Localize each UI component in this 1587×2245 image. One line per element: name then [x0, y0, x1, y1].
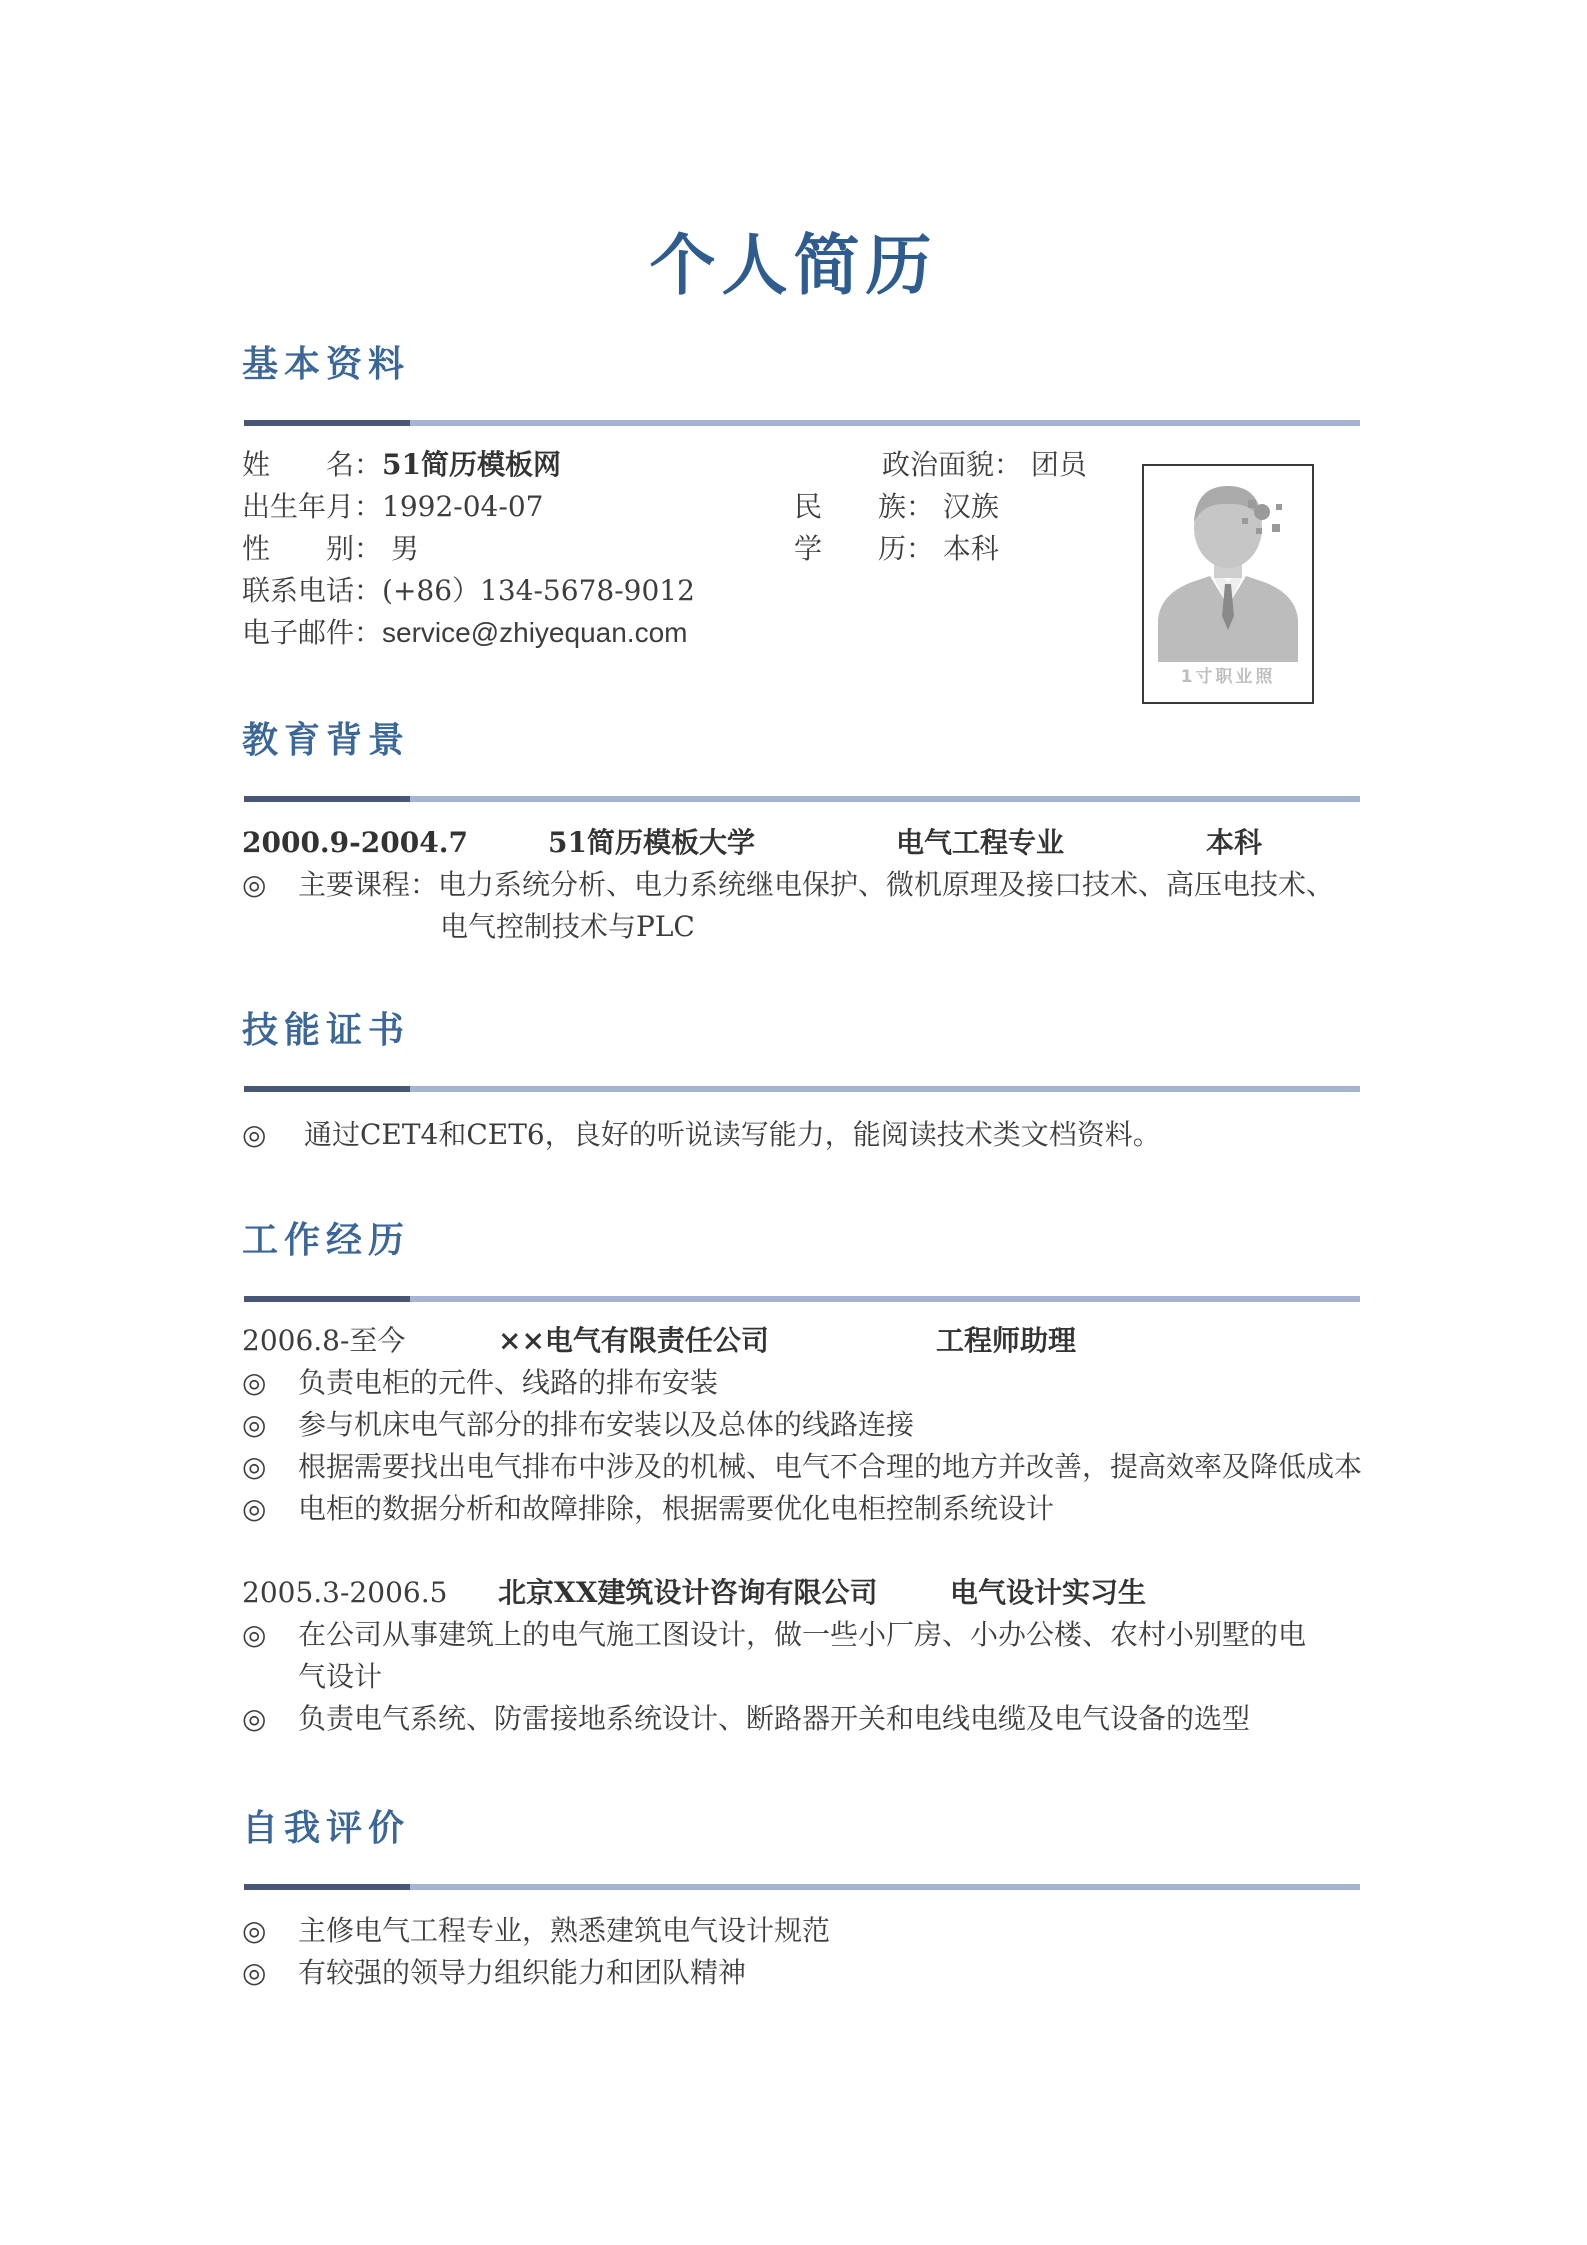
profile-photo: [1142, 464, 1314, 704]
phone-value: (+86）134-5678-9012: [382, 574, 695, 607]
job-2-period: 2005.3-2006.5: [242, 1576, 448, 1609]
gender-row: [242, 528, 419, 570]
phone-row: [242, 570, 695, 612]
education-degree: 本科: [1206, 826, 1263, 859]
list-item: [242, 1446, 1362, 1488]
degree-row: [794, 528, 999, 570]
name-value: 51简历模板网: [382, 448, 561, 481]
list-item: [242, 1488, 1054, 1530]
degree-value: 本科: [942, 532, 999, 565]
politics-row: [882, 444, 1087, 486]
ethnic-row: [794, 486, 999, 528]
section-divider: [244, 420, 1360, 426]
ethnic-label: 民 族：: [794, 490, 935, 523]
bullet-icon: ◎: [242, 1956, 267, 1989]
job-1-item-2: 参与机床电气部分的排布安装以及总体的线路连接: [298, 1408, 915, 1441]
job-1-item-1: 负责电柜的元件、线路的排布安装: [298, 1366, 719, 1399]
bullet-icon: ◎: [242, 1914, 267, 1947]
bullet-icon: ◎: [242, 868, 267, 901]
section-divider: [244, 1086, 1360, 1092]
email-value: service@zhiyequan.com: [382, 617, 688, 648]
birth-value: 1992-04-07: [382, 490, 544, 523]
section-divider: [244, 796, 1360, 802]
bullet-icon: ◎: [242, 1408, 267, 1441]
bullet-icon: ◎: [242, 1618, 267, 1651]
section-divider: [244, 1296, 1360, 1302]
email-row: [242, 612, 687, 654]
page-title: 个人简历: [649, 226, 938, 304]
birth-row: [242, 486, 543, 528]
courses-label: 主要课程：: [298, 868, 439, 901]
section-title-education: 教育背景: [242, 719, 411, 761]
politics-value: 团员: [1030, 448, 1087, 481]
job-2-item-2: 负责电气系统、防雷接地系统设计、断路器开关和电线电缆及电气设备的选型: [298, 1702, 1251, 1735]
degree-label: 学 历：: [794, 532, 935, 565]
list-item: [242, 1404, 914, 1446]
name-row: [242, 444, 561, 486]
job-2-item-1-cont: 气设计: [298, 1660, 383, 1693]
politics-label: 政治面貌：: [882, 448, 1023, 481]
section-title-self: 自我评价: [242, 1807, 411, 1849]
list-item: [242, 1698, 1250, 1740]
list-item: [242, 1952, 746, 1994]
job-2-company: 北京XX建筑设计咨询有限公司: [498, 1576, 878, 1609]
section-divider: [244, 1884, 1360, 1890]
bullet-icon: ◎: [242, 1492, 267, 1525]
list-item: [242, 1910, 830, 1952]
name-label: 姓 名：: [242, 448, 383, 481]
job-1-company: ××电气有限责任公司: [498, 1324, 769, 1357]
list-item: [242, 1614, 1306, 1656]
job-1-item-4: 电柜的数据分析和故障排除，根据需要优化电柜控制系统设计: [298, 1492, 1055, 1525]
skills-text: 通过CET4和CET6，良好的听说读写能力，能阅读技术类文档资料。: [304, 1118, 1161, 1151]
bullet-icon: ◎: [242, 1450, 267, 1483]
bullet-icon: ◎: [242, 1118, 267, 1151]
birth-label: 出生年月：: [242, 490, 383, 523]
education-school: 51简历模板大学: [548, 826, 755, 859]
job-1-period: 2006.8-至今: [242, 1324, 406, 1357]
ethnic-value: 汉族: [942, 490, 999, 523]
job-1-position: 工程师助理: [936, 1324, 1077, 1357]
bullet-icon: ◎: [242, 1702, 267, 1735]
section-title-basic: 基本资料: [242, 343, 411, 385]
skills-item: [242, 1114, 1161, 1156]
job-2-position: 电气设计实习生: [950, 1576, 1147, 1609]
gender-label: 性 别：: [242, 532, 383, 565]
gender-value: 男: [390, 532, 419, 565]
photo-caption: 1寸职业照: [1180, 667, 1276, 687]
education-major: 电气工程专业: [896, 826, 1065, 859]
education-courses: [242, 864, 1334, 906]
courses-line-2: 电气控制技术与PLC: [440, 910, 695, 943]
section-title-work: 工作经历: [242, 1219, 411, 1261]
education-period: 2000.9-2004.7: [242, 826, 468, 859]
phone-label: 联系电话：: [242, 574, 383, 607]
self-eval-1: 主修电气工程专业，熟悉建筑电气设计规范: [298, 1914, 831, 1947]
email-label: 电子邮件：: [242, 616, 383, 649]
list-item: [242, 1362, 718, 1404]
section-title-skills: 技能证书: [242, 1009, 411, 1051]
courses-line-1: 电力系统分析、电力系统继电保护、微机原理及接口技术、高压电技术、: [438, 868, 1335, 901]
self-eval-2: 有较强的领导力组织能力和团队精神: [298, 1956, 747, 1989]
bullet-icon: ◎: [242, 1366, 267, 1399]
job-1-item-3: 根据需要找出电气排布中涉及的机械、电气不合理的地方并改善，提高效率及降低成本: [298, 1450, 1363, 1483]
job-2-item-1: 在公司从事建筑上的电气施工图设计，做一些小厂房、小办公楼、农村小别墅的电: [298, 1618, 1307, 1651]
